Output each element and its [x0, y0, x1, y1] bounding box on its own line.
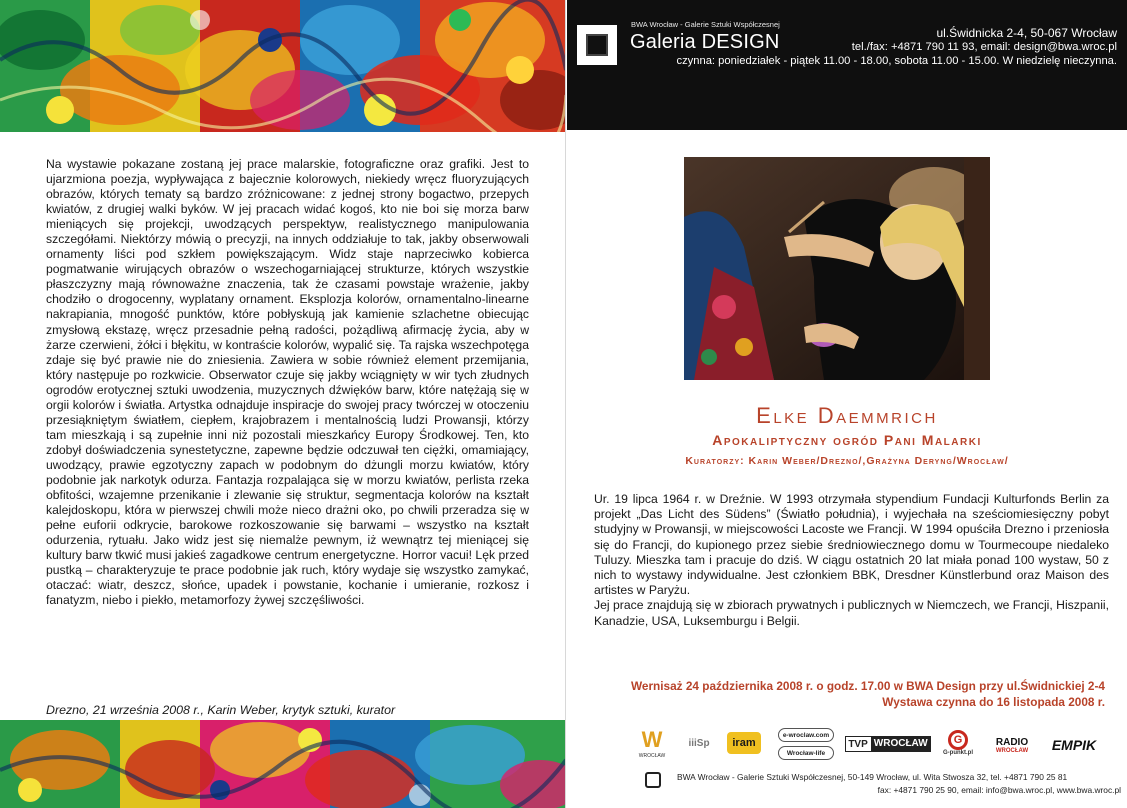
painting-strip-bottom: [0, 720, 566, 808]
footer-contact: fax: +4871 790 25 90, email: info@bwa.wroc.pl, www.bwa.wroc.pl: [877, 785, 1121, 795]
bwa-logo-label: WROCŁAW: [638, 753, 666, 759]
footer-address: BWA Wrocław - Galerie Sztuki Współczesnej, 50-149 Wrocław, ul. Wita Stwosza 32, tel. +4871 790 25 81: [677, 772, 1068, 782]
sponsor-wroclawlife-logo: Wrocław-life: [778, 746, 834, 760]
sponsor-tvp-logo: TVP WROCŁAW: [845, 736, 931, 752]
gallery-logo-icon: [577, 25, 617, 65]
bwa-footer-icon: [645, 772, 661, 788]
gallery-header: [567, 0, 1127, 130]
opening-date: Wernisaż 24 października 2008 r. o godz. 17.00 w BWA Design przy ul.Świdnickiej 2-4: [630, 679, 1105, 693]
sponsor-radio-logo: RADIO WROCŁAW: [995, 737, 1029, 754]
gallery-address: ul.Świdnicka 2-4, 50-067 Wrocław: [936, 26, 1117, 40]
artist-photo: [684, 157, 990, 380]
footer: [635, 772, 1125, 802]
bio-collections: Jej prace znajdują się w zbiorach prywatnych i publicznych w Niemczech, we Francji, Hiszpanii, Kanadzie, USA, Luksemburgu i Belgii.: [594, 598, 1109, 628]
sponsor-iisp-logo: iiiSp: [688, 737, 710, 749]
exhibition-end-date: Wystawa czynna do 16 listopada 2008 r.: [882, 695, 1105, 709]
description-signature: Drezno, 21 września 2008 r., Karin Weber, krytyk sztuki, kurator: [46, 703, 396, 717]
curators-line: Kuratorzy: Karin Weber/Drezno/,Grażyna Deryng/Wrocław/: [685, 455, 1009, 467]
bwa-logo-icon: W WROCŁAW: [638, 727, 666, 759]
sponsor-logos: [635, 726, 1115, 766]
painting-strip-top: [0, 0, 566, 132]
artist-name: Elke Daemmrich: [756, 403, 938, 428]
gallery-parent-name: BWA Wrocław - Galerie Sztuki Współczesnej: [631, 20, 780, 29]
sponsor-gpunkt-logo: G G-punkt.pl: [941, 726, 975, 760]
exhibition-description: Na wystawie pokazane zostaną jej prace malarskie, fotograficzne oraz grafiki. Jest to ujarzmiona poezja, wypływająca z bajecznie kolorowych, niekiedy wręcz fluoryzujących obrazów, których tematy są bardzo zróżnicowane: z jednej strony bogactwo, przepych kwiatów, z drugiej walki byków. W jej pracach widać kogoś, kto nie boi się morza barw mieniących się projekcji, uwodzących perspektyw, realistycznego manipulowania szczegółami. Niektórzy mówią o precyzji, na innych oddziałuje to tak, jakby obserwowali ornamenty liści pod szkłem powiększającym. Widz staje naprzeciwko kobierca pogmatwanie wirujących obrazów o wszechogarniającej strukturze, których wszystkie płaszczyzny mają równoważne znaczenia, tak że czasami powstaje wrażenie, jakby chodziło o drogocenny, wyplatany ornament. Eksplozja kolorów, ornamentalno-linearne nakrapiania, mnogość punktów, które pobłyskują jak kamienie szlachetne obiecując zmysłową ekstazę, wręcz przesadnie pełną radości, pożądliwą afirmację życia, aby w żarze czerwieni, żółci i błękitu, w kontraście kolorów, wypalić się. Ta rajska wszechpotęga zdaje się być prawie nie do zniesienia. Zawiera w sobie również element przemijania, który następuje po rozkwicie. Obserwator czuje się jakby wciągnięty w wir tych złudnych ogrodów erotycznej sztuki uwodzenia, muzycznych dźwięków barw, które natężają się w orgii kolorów i światła. Artystka odnajduje inspiracje do swojej pracy twórczej w otoczeniu przesiąkniętym światłem, ciepłem, krajobrazem i mentalnością ludzi Prowansji, którzy tam mieszkają i są zupełnie inni niż pozostali mieszkańcy Europy Środkowej. Ten, kto zdobył doświadczenia synestetyczne, zapewne będzie odczuwał ten ciężki, omamiający, uwodzący, prawie egzotyczny zapach w podobnym do dżungli morzu kwiatów, który podobnie jak narkotyk odurza. Fantazja rozpalająca się w morzu kwiatów, perlista rzeka obfitości, wzajemne przenikanie i zlewanie się struktur, segmentacja kolorów na kształt kalejdoskopu, która w pierwszej chwili może nieco drażni oko, po chwili przeradza się w pełne euforii odkrycie, barokowe rozkoszowanie się barwami – wszystko na kształt odurzenia, rytuału. Jako widz jest się niemalże pewnym, iż wewnątrz tej mieniącej się kultury barw tkwić musi jakieś zagadkowe centrum energetyczne. Horror vacui! Lęk przed pustką – charakteryzuje te prace podobnie jak ruch, który wydaje się wszystko zamykać, otaczać: wiatr, deszcz, słońce, upadek i powstanie, kochanie i umieranie, rozkosz i fanatyzm, niebo i piekło, metamorfozy żywej szczęśliwości.: [46, 157, 529, 608]
opening-info: [631, 678, 1105, 710]
gallery-hours: czynna: poniedziałek - piątek 11.00 - 18.00, sobota 11.00 - 15.00. W niedzielę nieczynna.: [676, 55, 1117, 67]
sponsor-ewroclaw-logo: e-wroclaw.com: [778, 728, 834, 742]
right-page: [567, 0, 1127, 808]
gallery-title: Galeria DESIGN: [630, 31, 780, 53]
gallery-contact: tel./fax: +4871 790 11 93, email: design@bwa.wroc.pl: [851, 41, 1117, 53]
artist-bio: [594, 492, 1109, 629]
bio-paragraph: Ur. 19 lipca 1964 r. w Dreźnie. W 1993 otrzymała stypendium Fundacji Kulturfonds Berlin za projekt „Das Licht des Südens” (Światło południa), i wyjechała na sześciomiesięczny pobyt studyjny w Prowansji, w miejscowości Lacoste we Francji. W 1994 opuściła Drezno i przeniosła się do Francji, do kupionego przez siebie średniowiecznego domu w Tourmecoupe niedaleko Tuluzy. Mieszka tam i pracuje do dziś. W ciągu ostatnich 20 lat miała ponad 100 wystaw, 50 z nich to wystawy indywidualne. Jest członkiem BBK, Dresdner Künstlerbund oraz Maison des artistes w Paryżu.: [594, 492, 1109, 598]
exhibition-title: Apokaliptyczny ogród Pani Malarki: [712, 432, 982, 448]
sponsor-empik-logo: EMPIK: [1051, 737, 1097, 753]
sponsor-iram-logo: iram: [727, 732, 761, 754]
